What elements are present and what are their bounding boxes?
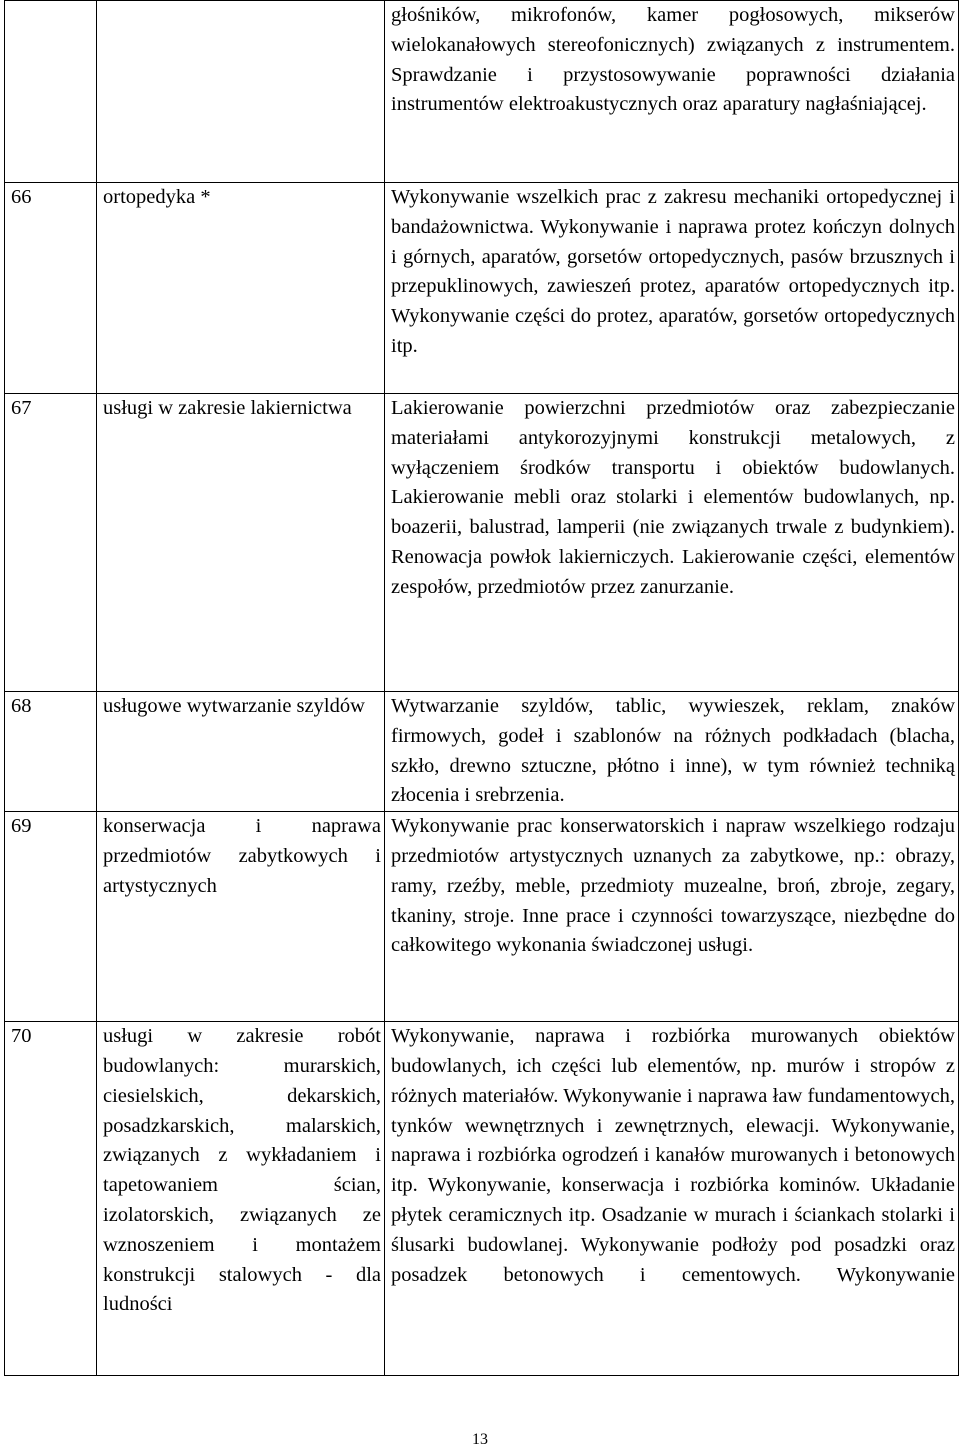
service-description: Wykonywanie, naprawa i rozbiórka murowanych obiektów budowlanych, ich części lub elementów, np. murów i stropów z różnych materiałów. Wykonywanie i naprawa ław fundamentowych, tynków wewnętrznych i zewnętrznych, elewacji. Wykonywanie, naprawa i rozbiórka ogrodzeń i kanałów murowanych i betonowych itp. Wykonywanie, konserwacja i rozbiórka kominów. Układanie płytek ceramicznych itp. Osadzanie w murach i ściankach stolarki i ślusarki budowlanej. Wykonywanie podłoży pod posadzki oraz posadzek betonowych i cementowych. Wykonywanie bbox=[385, 1022, 959, 1376]
table-row bbox=[5, 692, 959, 812]
service-name: konserwacja i naprawa przedmiotów zabytkowych i artystycznych bbox=[97, 812, 385, 1022]
service-description: Wykonywanie wszelkich prac z zakresu mechaniki ortopedycznej i bandażownictwa. Wykonywanie i naprawa protez kończyn dolnych i górnych, aparatów, gorsetów ortopedycznych, pasów brzusznych i przepuklinowych, zawieszeń protez, aparatów ortopedycznych itp. Wykonywanie części do protez, aparatów, gorsetów ortopedycznych itp. bbox=[385, 183, 959, 394]
table-row bbox=[5, 183, 959, 394]
service-name: usługi w zakresie robót budowlanych: murarskich, ciesielskich, dekarskich, posadzkarskich, malarskich, związanych z wykładaniem i tapetowaniem ścian, izolatorskich, związanych ze wznoszeniem i montażem konstrukcji stalowych - dla ludności bbox=[97, 1022, 385, 1376]
row-number: 70 bbox=[5, 1022, 97, 1376]
service-description: Lakierowanie powierzchni przedmiotów oraz zabezpieczanie materiałami antykorozyjnymi konstrukcji metalowych, z wyłączeniem środków transportu i obiektów budowlanych. Lakierowanie mebli oraz stolarki i elementów budowlanych, np. boazerii, balustrad, lamperii (nie związanych trwale z budynkiem). Renowacja powłok lakierniczych. Lakierowanie części, elementów zespołów, przedmiotów przez zanurzanie. bbox=[385, 394, 959, 692]
service-name: usługowe wytwarzanie szyldów bbox=[97, 692, 385, 812]
services-table bbox=[4, 0, 959, 1376]
service-name: ortopedyka * bbox=[97, 183, 385, 394]
service-description: Wytwarzanie szyldów, tablic, wywieszek, reklam, znaków firmowych, godeł i szablonów na różnych podkładach (blacha, szkło, drewno sztuczne, płótno i inne), w tym również techniką złocenia i srebrzenia. bbox=[385, 692, 959, 812]
table-row bbox=[5, 1022, 959, 1376]
service-name bbox=[97, 1, 385, 183]
row-number: 68 bbox=[5, 692, 97, 812]
service-name: usługi w zakresie lakiernictwa bbox=[97, 394, 385, 692]
page-number: 13 bbox=[472, 1431, 488, 1448]
row-number: 67 bbox=[5, 394, 97, 692]
row-number: 66 bbox=[5, 183, 97, 394]
row-number: 69 bbox=[5, 812, 97, 1022]
table-row bbox=[5, 812, 959, 1022]
service-description: głośników, mikrofonów, kamer pogłosowych, mikserów wielokanałowych stereofonicznych) związanych z instrumentem. Sprawdzanie i przystosowywanie poprawności działania instrumentów elektroakustycznych oraz aparatury nagłaśniającej. bbox=[385, 1, 959, 183]
service-description: Wykonywanie prac konserwatorskich i napraw wszelkiego rodzaju przedmiotów artystycznych uznanych za zabytkowe, np.: obrazy, ramy, rzeźby, meble, przedmioty muzealne, broń, zbroje, zegary, tkaniny, stroje. Inne prace i czynności towarzyszące, niezbędne do całkowitego wykonania świadczonej usługi. bbox=[385, 812, 959, 1022]
table-row bbox=[5, 394, 959, 692]
row-number bbox=[5, 1, 97, 183]
table-row bbox=[5, 1, 959, 183]
